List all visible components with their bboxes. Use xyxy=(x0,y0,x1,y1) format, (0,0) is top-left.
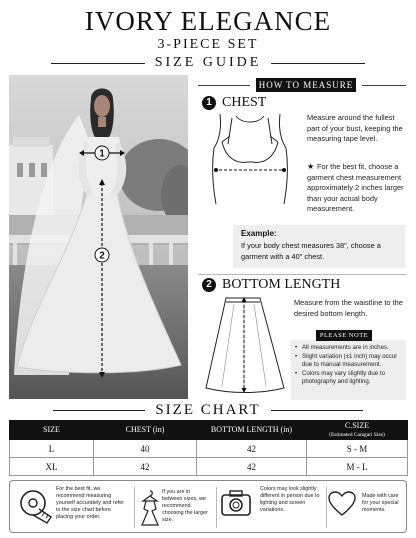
size-chart-heading: SIZE CHART xyxy=(155,402,261,418)
note-list xyxy=(295,344,403,387)
cell-size: XL xyxy=(10,458,94,476)
page-title: IVORY ELEGANCE xyxy=(84,6,332,36)
bottom-length-description: Measure from the waistline to the desired bottom length. xyxy=(294,298,403,318)
skirt-diagram-icon xyxy=(204,294,286,398)
c-size-label: C.SIZE xyxy=(344,420,370,430)
size-guide-heading: SIZE GUIDE xyxy=(154,55,262,70)
divider-line xyxy=(53,410,145,411)
column-header-size: SIZE xyxy=(10,421,94,440)
example-title: Example: xyxy=(241,229,277,238)
tip-color-text: Colors may look slightly different in person due to lighting and screen variations. xyxy=(260,486,320,513)
table-header-row xyxy=(10,421,408,440)
photo-marker-2: 2 xyxy=(99,250,105,262)
chest-description: Measure around the fullest part of your bust, keeping the measuring tape level. xyxy=(307,113,403,144)
cell-size: L xyxy=(10,440,94,458)
measuring-tape-icon xyxy=(17,487,57,527)
star-icon: ★ xyxy=(307,162,315,171)
column-header-chest: CHEST (in) xyxy=(94,421,197,440)
note-item: • Colors may vary slightly due to photography and lighting. xyxy=(295,370,403,385)
tip-care-text: Made with care for your special moments. xyxy=(362,493,399,513)
guide-row xyxy=(0,55,416,71)
please-note-label: PLEASE NOTE xyxy=(316,330,372,341)
bottom-length-heading: BOTTOM LENGTH xyxy=(222,277,341,292)
cell-c-size: M - L xyxy=(307,458,408,476)
tips-footer xyxy=(9,480,407,533)
table-row xyxy=(10,440,408,458)
divider-line xyxy=(216,487,217,528)
cell-c-size: S - M xyxy=(307,440,408,458)
cell-bottom-length: 42 xyxy=(197,440,307,458)
example-box xyxy=(233,225,405,268)
note-item: • Slight variation (±1 inch) may occur due to manual measurement. xyxy=(295,353,403,368)
example-text: If your body chest measures 38", choose a garment with a 40" chest. xyxy=(241,241,381,261)
hanger-dress-icon xyxy=(140,487,160,527)
page-subtitle: 3-PIECE SET xyxy=(157,37,259,52)
size-chart-table xyxy=(9,420,408,476)
tip-size-text: If you are in between sizes, we recommend choosing the larger size. xyxy=(162,489,208,523)
divider-line xyxy=(198,274,406,275)
table-row xyxy=(10,458,408,476)
step-number-2: 2 xyxy=(202,278,216,292)
step-number-1: 1 xyxy=(202,96,216,110)
header xyxy=(0,0,416,72)
divider-line xyxy=(362,85,406,86)
divider-line xyxy=(134,487,135,528)
photo-marker-1: 1 xyxy=(99,148,105,160)
size-chart-heading-row xyxy=(0,402,416,419)
how-to-measure-label: HOW TO MEASURE xyxy=(256,78,356,92)
camera-icon xyxy=(220,489,252,517)
cell-chest: 42 xyxy=(94,458,197,476)
cell-bottom-length: 42 xyxy=(197,458,307,476)
column-header-c-size xyxy=(307,421,408,440)
divider-line xyxy=(326,487,327,528)
divider-line xyxy=(51,63,145,64)
chest-heading: CHEST xyxy=(222,95,267,110)
tip-measure-text: For the best fit, we recommend measuring yourself accurately and refer to the size chart before placing your order. xyxy=(56,486,125,520)
c-size-sublabel: (Estimated Caragari Size) xyxy=(329,431,385,438)
note-item: • All measurements are in inches. xyxy=(295,344,403,351)
cell-chest: 40 xyxy=(94,440,197,458)
column-header-bottom-length: BOTTOM LENGTH (in) xyxy=(197,421,307,440)
chest-diagram-icon xyxy=(208,112,292,206)
product-photo xyxy=(9,75,188,399)
divider-line xyxy=(198,85,250,86)
divider-line xyxy=(271,410,363,411)
model-illustration xyxy=(9,75,188,399)
divider-line xyxy=(271,63,365,64)
heart-icon xyxy=(328,491,356,517)
chest-fit-tip: For the best fit, choose a garment chest measurement approximately 2 inches larger than your actual body measurement. xyxy=(307,162,404,214)
